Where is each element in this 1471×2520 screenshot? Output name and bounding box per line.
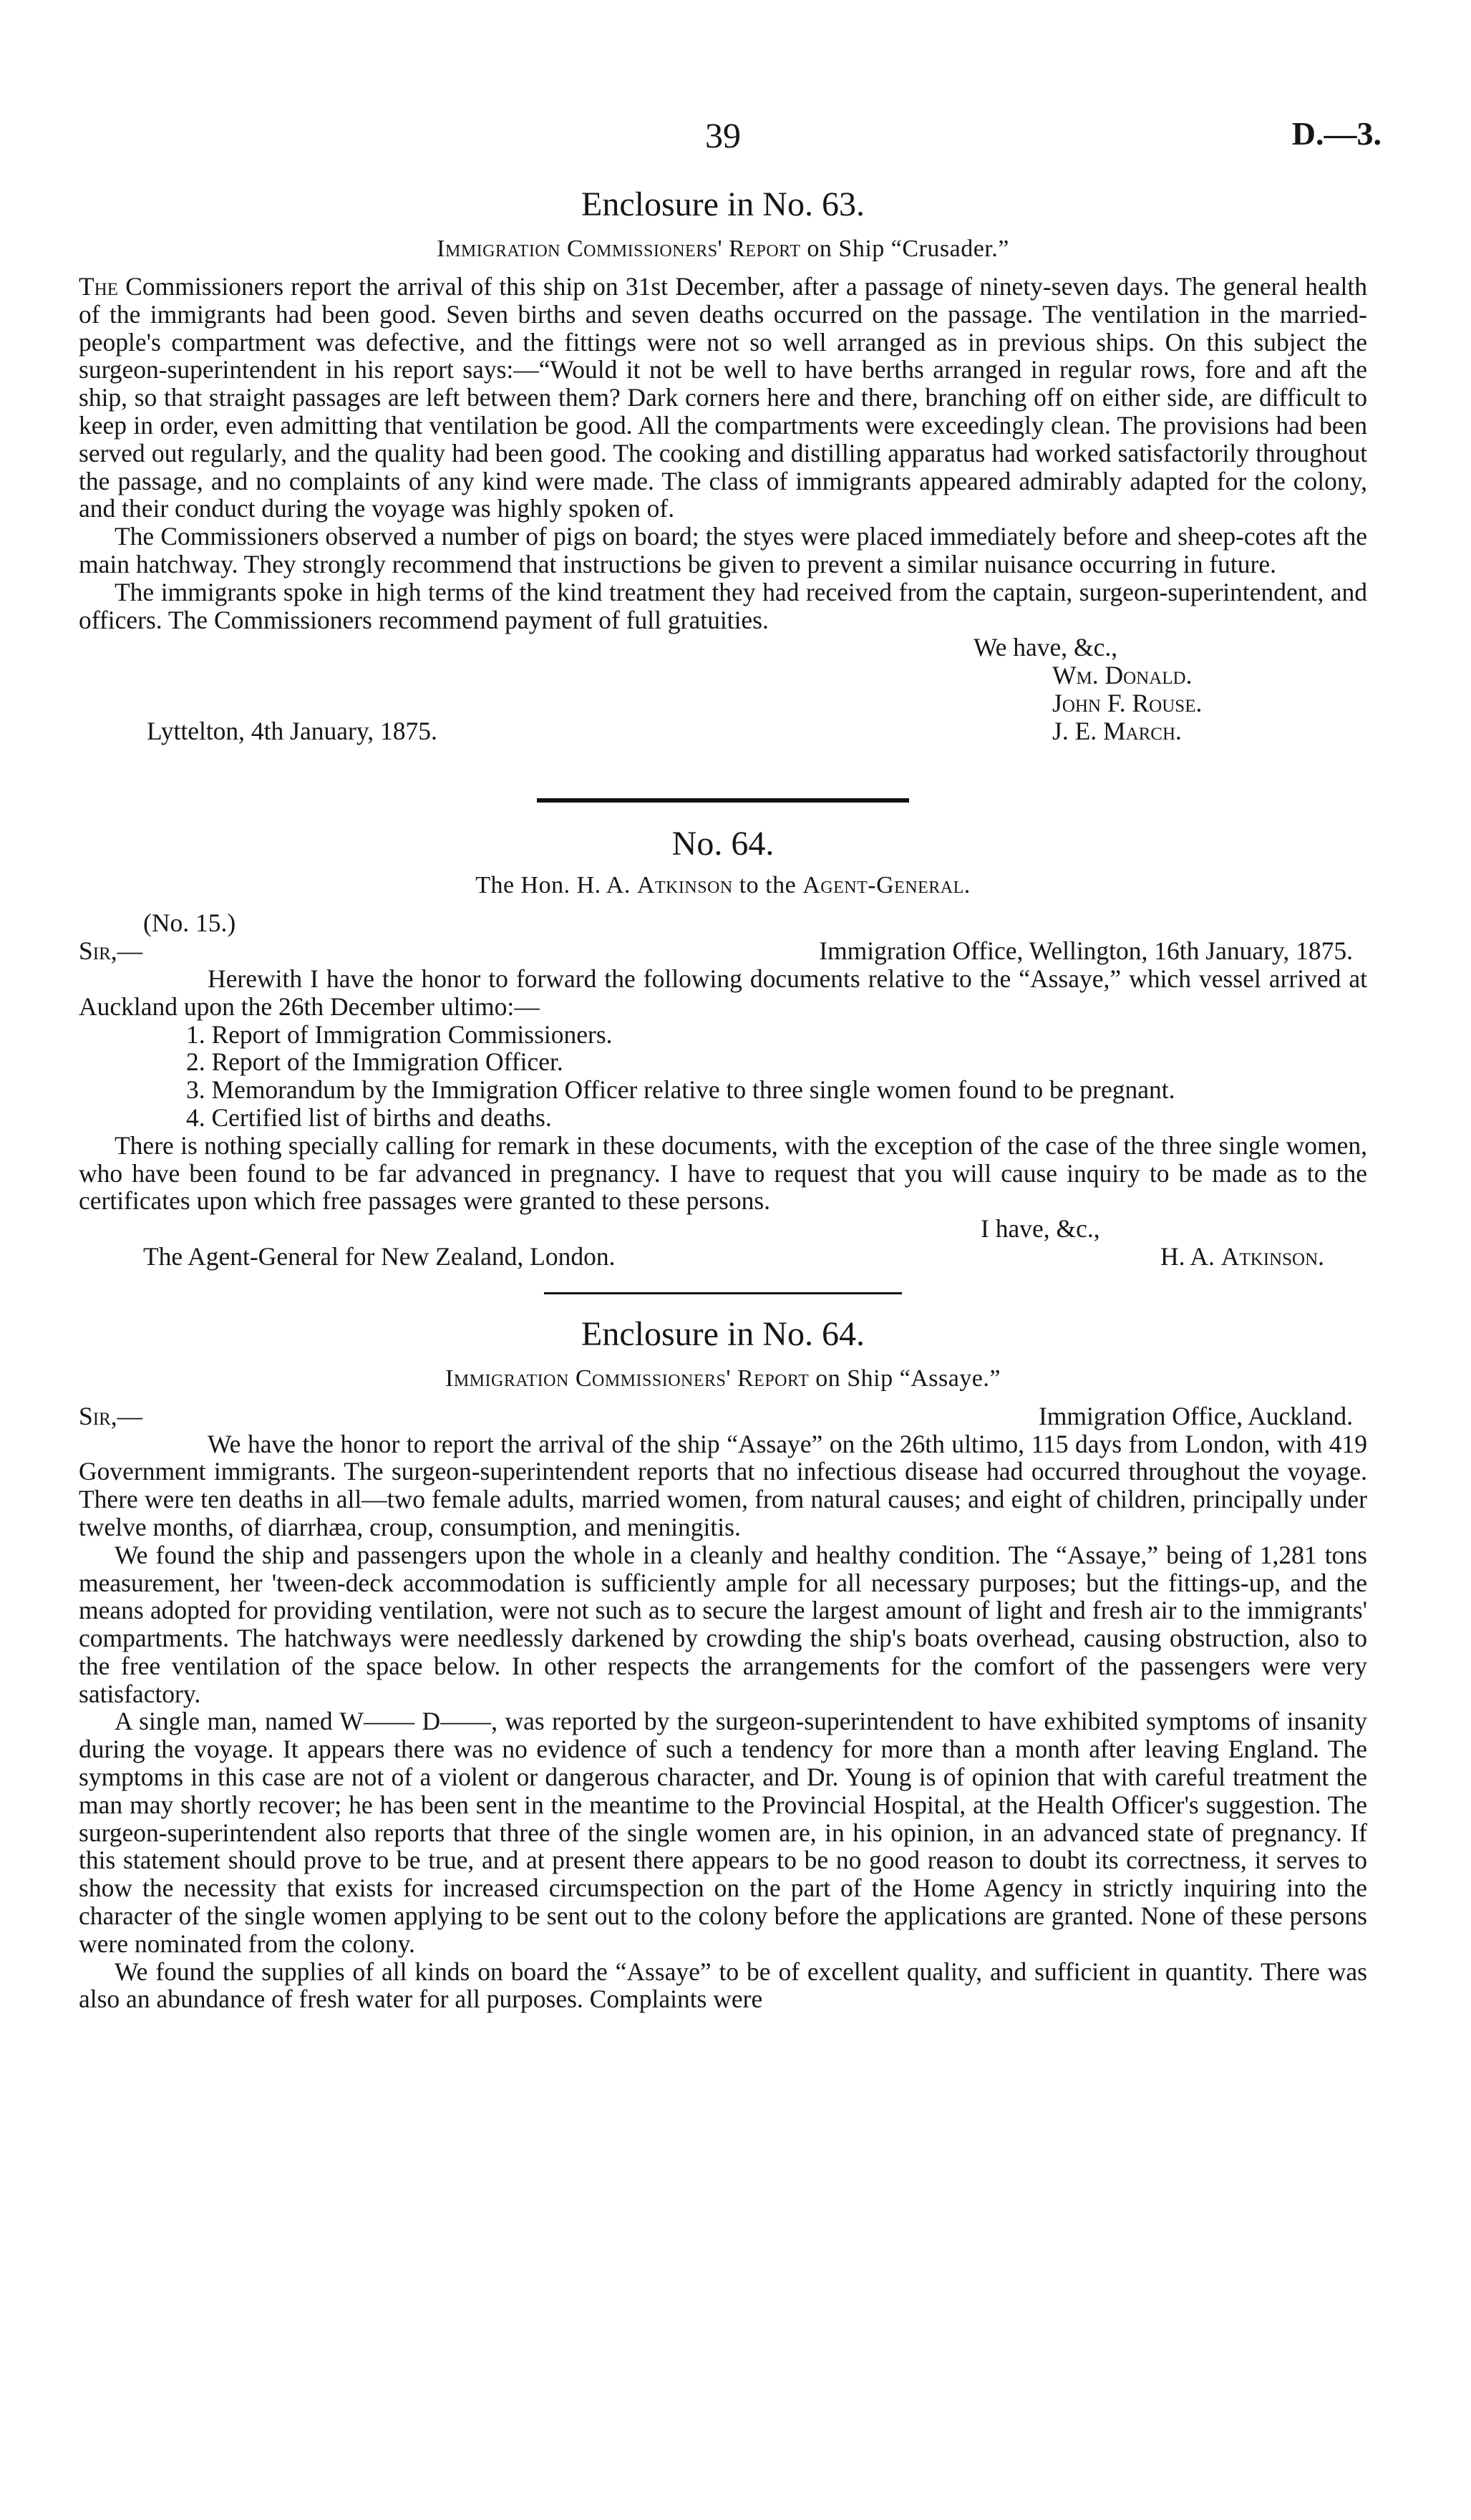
list-item: 3. Memorandum by the Immigration Officer relative to three single women found to be pregnant. xyxy=(186,1075,1175,1105)
enclosure-63-place-date: Lyttelton, 4th January, 1875. xyxy=(147,717,437,746)
enclosure-64-heading-line xyxy=(79,1402,1367,1430)
letter-64-signature-name: Atkinson. xyxy=(1220,1241,1324,1271)
enclosure-63-paragraph-1-text: Commissioners report the arrival of this ship on 31st December, after a passage of ninety-seven days. The general health of the immigrants had been good. Seven births and seven deaths occurred on the passage. The ventilation in the married-people's compartment was defective, and the fittings were not so well arranged as in previous ships. On this subject the surgeon-superintendent in his report says:—“Would it not be well to have berths arranged in regular rows, fore and aft the ship, so that straight passages are left between them? Dark corners here and there, branching off on either side, are difficult to keep in order, even admitting that ventilation be good. All the compartments were exceedingly clean. The provisions had been served out regularly, and the quality had been good. The cooking and distilling apparatus had worked satisfactorily throughout the passage, and no complaints of any kind were made. The class of immigrants appeared admirably adapted for the colony, and their conduct during the voyage was highly spoken of. xyxy=(79,272,1367,523)
document-reference: D.—3. xyxy=(1291,115,1382,152)
letter-64-closing: I have, &c., xyxy=(981,1214,1100,1244)
section-divider xyxy=(537,798,909,803)
enclosure-63-paragraph-3: The immigrants spoke in high terms of the kind treatment they had received from the captain, surgeon-superintendent, and officers. The Commissioners recommend payment of full gratuities. xyxy=(79,577,1367,634)
letter-64-signature xyxy=(1160,1243,1367,1271)
section-divider xyxy=(544,1292,902,1294)
enclosure-63-section xyxy=(79,185,1367,777)
letter-64-heading-line xyxy=(79,937,1367,965)
enclosure-63-paragraph-2: The Commissioners observed a number of pigs on board; the styes were placed immediately before and sheep-cotes aft the main hatchway. They strongly recommend that instructions be given to prevent a similar nuisance occurring in future. xyxy=(79,522,1367,578)
letter-64-recipient: The Agent-General for New Zealand, London. xyxy=(143,1241,616,1271)
enclosure-63-closing: We have, &c., xyxy=(974,633,1118,662)
enclosure-64-subtitle xyxy=(79,1365,1367,1392)
enclosure-64-paragraph-3: A single man, named W—— D——, was reported by the surgeon-superintendent to have exhibited symptoms of insanity during the voyage. It appears there was no evidence of such a tendency for more than a month after leaving England. The symptoms in this case are not of a violent or dangerous character, and Dr. Young is of opinion that with careful treatment the man may shortly recover; he has been sent in the meantime to the Provincial Hospital, at the Health Officer's suggestion. The surgeon-superintendent also reports that three of the single women are, in his opinion, in an advanced state of pregnancy. If this statement should prove to be true, and at present there appears to be no good reason to doubt its correctness, it serves to show the necessity that exists for increased circumspection on the part of the Home Agency in strictly inquiring into the character of the single women applying to be sent out to the colony before the applications are granted. None of these persons were nominated from the colony. xyxy=(79,1707,1367,1958)
list-item: 1. Report of Immigration Commissioners. xyxy=(186,1019,613,1049)
letter-64-paragraph-2: There is nothing specially calling for remark in these documents, with the exception of the case of the three single women, who have been found to be far advanced in pregnancy. I have to request that you will cause inquiry to be made as to the certificates upon which free passages were granted to these persons. xyxy=(79,1130,1367,1216)
letter-64-subtitle-recipient: Agent-General. xyxy=(802,872,971,899)
list-item: 4. Certified list of births and deaths. xyxy=(186,1102,552,1132)
enclosure-63-title: Enclosure in No. 63. xyxy=(581,185,865,223)
page-number: 39 xyxy=(705,115,741,155)
enclosure-64-title: Enclosure in No. 64. xyxy=(581,1314,865,1353)
letter-64-address: Immigration Office, Wellington, 16th January, 1875. xyxy=(819,936,1353,966)
enclosure-63-subtitle-ship: on Ship “Crusader.” xyxy=(800,236,1009,262)
enclosure-64-paragraph-2: We found the ship and passengers upon the whole in a cleanly and healthy condition. The “Assaye,” being of 1,281 tons measurement, her 'tween-deck accommodation is sufficiently ample for all necessary purposes; but the fittings-up, and the means adopted for providing ventilation, were not such as to secure the largest amount of light and fresh air to the immigrants' compartments. The hatchways were needlessly darkened by crowding the ship's boats overhead, causing obstruction, also to the free ventilation of the space below. In other respects the arrangements for the comfort of the passengers were very satisfactory. xyxy=(79,1540,1367,1708)
letter-64-title: No. 64. xyxy=(671,825,775,863)
enclosure-64-section xyxy=(79,1314,1367,2014)
letter-64-subtitle-name: Atkinson xyxy=(636,872,733,899)
document-page xyxy=(79,86,1382,2014)
enclosure-63-lead-word: The xyxy=(79,272,119,301)
enclosure-64-paragraph-1: We have the honor to report the arrival of the ship “Assaye” on the 26th ultimo, 115 days from London, with 419 Government immigrants. The surgeon-superintendent reports that no infectious disease had occurred throughout the voyage. There were ten deaths in all—two female adults, married women, from natural causes; and eight of children, principally under twelve months, of diarrhæa, croup, consumption, and meningitis. xyxy=(79,1429,1367,1541)
letter-64-signature-line xyxy=(79,1243,1367,1271)
enclosure-64-paragraph-4: We found the supplies of all kinds on board the “Assaye” to be of excellent quality, and sufficient in quantity. There was also an abundance of fresh water for all purposes. Complaints were xyxy=(79,1957,1367,2014)
page-header xyxy=(79,86,1382,155)
letter-64-section xyxy=(79,824,1367,1270)
letter-64-subtitle xyxy=(79,872,1367,899)
signatory-rouse: John F. Rouse. xyxy=(1052,689,1203,718)
letter-64-subtitle-sender: The Hon. H. A. xyxy=(475,872,637,899)
letter-64-reference: (No. 15.) xyxy=(143,908,236,938)
enclosure-64-subtitle-report: Immigration Commissioners' Report xyxy=(445,1365,810,1392)
letter-64-subtitle-to: to the xyxy=(732,872,803,899)
list-item: 2. Report of the Immigration Officer. xyxy=(186,1047,563,1077)
enclosure-63-subtitle xyxy=(79,236,1367,263)
enclosure-63-paragraph-1 xyxy=(79,273,1367,523)
letter-64-salutation: Sir,— xyxy=(79,936,143,966)
letter-64-document-list xyxy=(186,1021,1367,1132)
signatory-donald: Wm. Donald. xyxy=(1052,661,1193,690)
enclosure-64-subtitle-ship: on Ship “Assaye.” xyxy=(809,1365,1001,1392)
letter-64-signature-initials: H. A. xyxy=(1160,1241,1221,1271)
enclosure-64-salutation: Sir,— xyxy=(79,1401,143,1430)
enclosure-63-signature-block xyxy=(79,634,1367,777)
signatory-march: J. E. March. xyxy=(1052,717,1182,746)
enclosure-63-subtitle-report: Immigration Commissioners' Report xyxy=(437,236,801,262)
letter-64-paragraph-1: Herewith I have the honor to forward the following documents relative to the “Assaye,” which vessel arrived at Auckland upon the 26th December ultimo:— xyxy=(79,964,1367,1021)
enclosure-64-address: Immigration Office, Auckland. xyxy=(1038,1401,1353,1430)
